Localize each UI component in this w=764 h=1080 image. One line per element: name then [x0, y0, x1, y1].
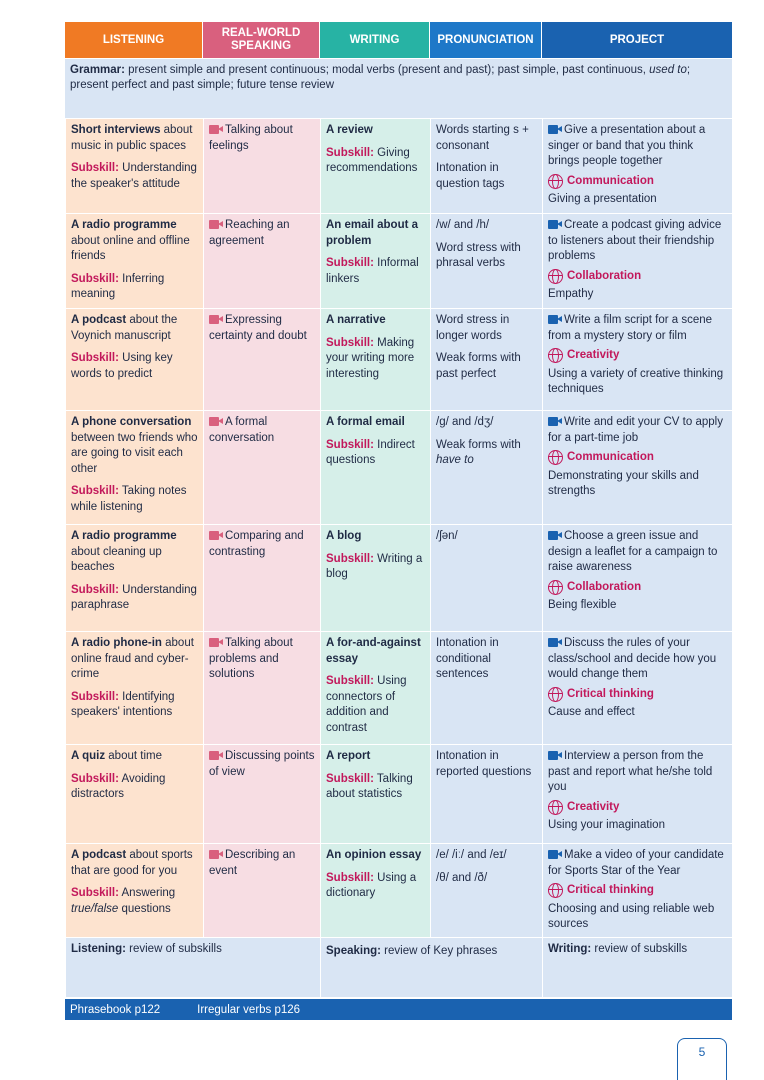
pronunciation-item-1: /ʃən/	[436, 530, 458, 542]
pronunciation-item-1: /g/ and /dʒ/	[436, 416, 494, 428]
project-cell	[543, 214, 733, 309]
writing-title: A narrative	[326, 314, 386, 326]
listening-cell	[66, 525, 204, 632]
subskill-label: Subskill:	[326, 552, 374, 565]
video-camera-icon	[209, 751, 223, 760]
pronunciation-cell	[431, 632, 543, 745]
phrasebook-link[interactable]: Phrasebook p122	[70, 1003, 161, 1016]
life-skill-desc: Choosing and using reliable web sources	[548, 902, 715, 930]
speaking-cell	[204, 214, 321, 309]
writing-subskill-text: Writing a blog	[326, 552, 423, 580]
project-cell	[543, 119, 733, 214]
video-camera-icon	[548, 417, 562, 426]
listening-desc: about online fraud and cyber-crime	[71, 637, 194, 680]
writing-title: A for-and-against essay	[326, 637, 421, 665]
video-camera-icon	[209, 850, 223, 859]
writing-subskill-text: Indirect questions	[326, 438, 415, 466]
pronunciation-cell	[431, 214, 543, 309]
speaking-text: A formal conversation	[209, 416, 275, 444]
subskill-label: Subskill:	[326, 675, 374, 687]
review-speaking-text: review of Key phrases	[380, 944, 498, 957]
speaking-text: Expressing certainty and doubt	[209, 314, 307, 342]
listening-cell	[66, 411, 204, 525]
pronunciation-cell	[431, 525, 543, 632]
video-camera-icon	[209, 315, 223, 324]
pronunciation-item-2: /θ/ and /ð/	[436, 871, 488, 884]
writing-cell	[321, 309, 431, 411]
listening-subskill-italic: true/false	[71, 902, 119, 915]
listening-cell	[66, 745, 204, 844]
project-text: Give a presentation about a singer or band that you think brings people together	[548, 124, 706, 167]
life-skill	[548, 348, 727, 364]
life-skill	[548, 580, 727, 596]
listening-title: A podcast	[71, 849, 127, 861]
writing-subskill-text: Informal linkers	[326, 257, 419, 285]
pronunciation-item-1: /w/ and /h/	[436, 219, 490, 231]
pronunciation-item-2: Weak forms with	[436, 438, 521, 451]
project-cell	[543, 844, 733, 938]
video-camera-icon	[548, 638, 562, 647]
writing-subskill-text: Making your writing more interesting	[326, 336, 415, 380]
review-listening-text: review of subskills	[125, 942, 222, 955]
column-headers	[65, 22, 732, 58]
review-writing-label: Writing:	[548, 942, 592, 955]
writing-cell	[321, 411, 431, 525]
subskill-label: Subskill:	[326, 146, 374, 159]
pronunciation-cell	[431, 119, 543, 214]
speaking-cell	[204, 745, 321, 844]
writing-title: A review	[326, 124, 373, 136]
listening-subskill-text: Understanding paraphrase	[71, 583, 197, 611]
speaking-text: Describing an event	[209, 849, 296, 877]
listening-subskill-text: Understanding the speaker's attitude	[71, 162, 197, 190]
listening-title: A quiz	[71, 750, 106, 762]
life-skill-name: Collaboration	[567, 580, 642, 593]
project-text: Create a podcast giving advice to listeners about their friendship problems	[548, 219, 722, 262]
project-cell	[543, 632, 733, 745]
life-skill-name: Collaboration	[567, 269, 642, 282]
life-skill-name: Communication	[567, 174, 654, 187]
review-writing-text: review of subskills	[591, 942, 688, 955]
listening-title: A radio programme	[71, 530, 177, 542]
speaking-cell	[204, 632, 321, 745]
globe-icon	[548, 883, 563, 898]
video-camera-icon	[548, 850, 562, 859]
project-text: Discuss the rules of your class/school and decide how you would change them	[548, 637, 717, 680]
subskill-label: Subskill:	[71, 162, 119, 174]
globe-icon	[548, 450, 563, 465]
listening-title: A radio programme	[71, 219, 177, 231]
writing-subskill-text: Giving recommendations	[326, 146, 418, 174]
globe-icon	[548, 800, 563, 815]
listening-desc: about time	[105, 750, 162, 762]
life-skill-name: Communication	[567, 451, 654, 463]
syllabus-row	[66, 309, 733, 411]
life-skill-desc: Giving a presentation	[548, 193, 657, 205]
listening-desc: between two friends who are going to visit each other	[71, 431, 198, 475]
video-camera-icon	[209, 531, 223, 540]
listening-subskill-text: Avoiding distractors	[71, 772, 166, 800]
header-pronunciation: PRONUNCIATION	[430, 22, 542, 58]
life-skill	[548, 174, 727, 190]
pronunciation-cell	[431, 411, 543, 525]
syllabus-row	[66, 745, 733, 844]
globe-icon	[548, 687, 563, 702]
pronunciation-cell	[431, 745, 543, 844]
listening-title: A podcast	[71, 314, 127, 326]
review-listening-label: Listening:	[71, 942, 126, 955]
grammar-line2: present perfect and past simple; future tense review	[70, 79, 335, 91]
pronunciation-item-2: Intonation in question tags	[436, 162, 505, 190]
writing-title: A report	[326, 750, 371, 762]
syllabus-row	[66, 525, 733, 632]
listening-desc: about music in public spaces	[71, 124, 193, 152]
pronunciation-cell	[431, 844, 543, 938]
life-skill	[548, 800, 727, 816]
pronunciation-item-1: Word stress in longer words	[436, 314, 510, 342]
speaking-cell	[204, 525, 321, 632]
grammar-row	[65, 58, 732, 118]
header-speaking: REAL-WORLD SPEAKING	[203, 22, 320, 58]
writing-cell	[321, 119, 431, 214]
listening-subskill-text: Answering	[118, 887, 176, 899]
writing-cell	[321, 214, 431, 309]
life-skill-desc: Cause and effect	[548, 706, 635, 718]
grammar-text-italic: used to	[649, 64, 687, 76]
life-skill	[548, 269, 727, 285]
subskill-label: Subskill:	[71, 485, 119, 497]
speaking-text: Talking about problems and solutions	[209, 637, 293, 680]
grammar-text-a: present simple and present continuous; modal verbs (present and past); past simple, past continuous,	[124, 64, 650, 76]
project-text: Write and edit your CV to apply for a part-time job	[548, 416, 723, 444]
subskill-label: Subskill:	[71, 583, 119, 596]
pronunciation-item-1: /e/ /iː/ and /eɪ/	[436, 849, 507, 861]
life-skill	[548, 687, 727, 703]
listening-cell	[66, 214, 204, 309]
video-camera-icon	[548, 125, 562, 134]
grammar-text-b: ;	[686, 64, 691, 76]
life-skill-name: Critical thinking	[567, 687, 654, 700]
life-skill-desc: Empathy	[548, 288, 594, 300]
life-skill	[548, 450, 727, 466]
syllabus-row	[66, 844, 733, 938]
writing-title: An email about a problem	[326, 219, 419, 247]
pronunciation-item-2-italic: have to	[436, 454, 474, 466]
subskill-label: Subskill:	[71, 690, 119, 703]
writing-cell	[321, 745, 431, 844]
video-camera-icon	[209, 220, 223, 229]
video-camera-icon	[548, 751, 562, 760]
footer-bar	[65, 999, 732, 1020]
listening-subskill-text: Identifying speakers' intentions	[71, 690, 175, 718]
speaking-cell	[204, 309, 321, 411]
listening-title: A radio phone-in	[71, 637, 162, 649]
globe-icon	[548, 580, 563, 595]
writing-title: An opinion essay	[326, 849, 422, 861]
video-camera-icon	[548, 531, 562, 540]
project-text: Write a film script for a scene from a mystery story or film	[548, 314, 713, 342]
listening-desc: about sports that are good for you	[71, 849, 193, 877]
project-text: Make a video of your candidate for Sports Star of the Year	[548, 849, 724, 877]
syllabus-row	[66, 214, 733, 309]
life-skill-name: Creativity	[567, 349, 620, 361]
listening-desc: about the Voynich manuscript	[71, 314, 178, 342]
globe-icon	[548, 269, 563, 284]
project-text: Choose a green issue and design a leaflet for a campaign to raise awareness	[548, 530, 718, 573]
project-cell	[543, 745, 733, 844]
project-text: Interview a person from the past and report what he/she told you	[548, 750, 713, 793]
listening-cell	[66, 844, 204, 938]
listening-cell	[66, 309, 204, 411]
listening-subskill-text: Using key words to predict	[71, 352, 173, 380]
listening-title: Short interviews	[71, 124, 161, 136]
pronunciation-item-1: Intonation in reported questions	[436, 750, 532, 778]
pronunciation-cell	[431, 309, 543, 411]
project-cell	[543, 309, 733, 411]
writing-cell	[321, 632, 431, 745]
life-skill-desc: Using a variety of creative thinking techniques	[548, 367, 724, 395]
pronunciation-item-1: Words starting s + consonant	[436, 124, 529, 152]
speaking-text: Comparing and contrasting	[209, 530, 304, 558]
writing-cell	[321, 525, 431, 632]
speaking-text: Discussing points of view	[209, 750, 315, 778]
writing-title: A blog	[326, 530, 362, 542]
listening-cell	[66, 632, 204, 745]
writing-subskill-text: Using a dictionary	[326, 871, 417, 899]
life-skill	[548, 883, 727, 899]
subskill-label: Subskill:	[71, 887, 119, 899]
irregular-verbs-link[interactable]: Irregular verbs p126	[197, 1003, 301, 1016]
project-cell	[543, 411, 733, 525]
subskill-label: Subskill:	[326, 871, 374, 884]
pronunciation-item-1: Intonation in conditional sentences	[436, 637, 499, 680]
listening-subskill-text: Taking notes while listening	[71, 485, 187, 513]
listening-title: A phone conversation	[71, 416, 192, 428]
speaking-text: Talking about feelings	[209, 124, 293, 152]
life-skill-desc: Demonstrating your skills and strengths	[548, 469, 699, 497]
listening-subskill-text: Inferring meaning	[71, 272, 165, 300]
writing-subskill-text: Talking about statistics	[326, 772, 413, 800]
syllabus-page	[65, 22, 732, 998]
video-camera-icon	[548, 220, 562, 229]
life-skill-desc: Using your imagination	[548, 819, 665, 831]
pronunciation-item-2: Weak forms with past perfect	[436, 352, 521, 380]
life-skill-desc: Being flexible	[548, 599, 617, 611]
subskill-label: Subskill:	[326, 336, 374, 349]
listening-cell	[66, 119, 204, 214]
writing-title: A formal email	[326, 416, 405, 428]
listening-desc: about online and offline friends	[71, 234, 190, 262]
header-project: PROJECT	[542, 22, 732, 58]
globe-icon	[548, 174, 563, 189]
header-writing: WRITING	[320, 22, 430, 58]
globe-icon	[548, 348, 563, 363]
video-camera-icon	[209, 638, 223, 647]
writing-subskill-text: Using connectors of addition and contrast	[326, 675, 407, 734]
video-camera-icon	[209, 417, 223, 426]
syllabus-table	[65, 118, 733, 998]
life-skill-name: Creativity	[567, 800, 620, 813]
subskill-label: Subskill:	[71, 272, 119, 285]
speaking-cell	[204, 119, 321, 214]
review-speaking-label: Speaking:	[326, 944, 381, 957]
writing-cell	[321, 844, 431, 938]
review-row	[66, 937, 733, 997]
speaking-cell	[204, 411, 321, 525]
video-camera-icon	[548, 315, 562, 324]
subskill-label: Subskill:	[71, 352, 119, 364]
listening-desc: about cleaning up beaches	[71, 545, 162, 573]
speaking-cell	[204, 844, 321, 938]
listening-subskill-after: questions	[118, 902, 171, 915]
syllabus-row	[66, 411, 733, 525]
grammar-label: Grammar:	[70, 64, 125, 76]
subskill-label: Subskill:	[326, 257, 374, 269]
syllabus-row	[66, 632, 733, 745]
page-number: 5	[677, 1038, 727, 1080]
subskill-label: Subskill:	[326, 772, 374, 785]
pronunciation-item-2: Word stress with phrasal verbs	[436, 241, 521, 269]
subskill-label: Subskill:	[71, 772, 119, 785]
life-skill-name: Critical thinking	[567, 884, 654, 896]
header-listening: LISTENING	[65, 22, 203, 58]
project-cell	[543, 525, 733, 632]
speaking-text: Reaching an agreement	[209, 219, 290, 247]
subskill-label: Subskill:	[326, 438, 374, 451]
video-camera-icon	[209, 125, 223, 134]
syllabus-row	[66, 119, 733, 214]
